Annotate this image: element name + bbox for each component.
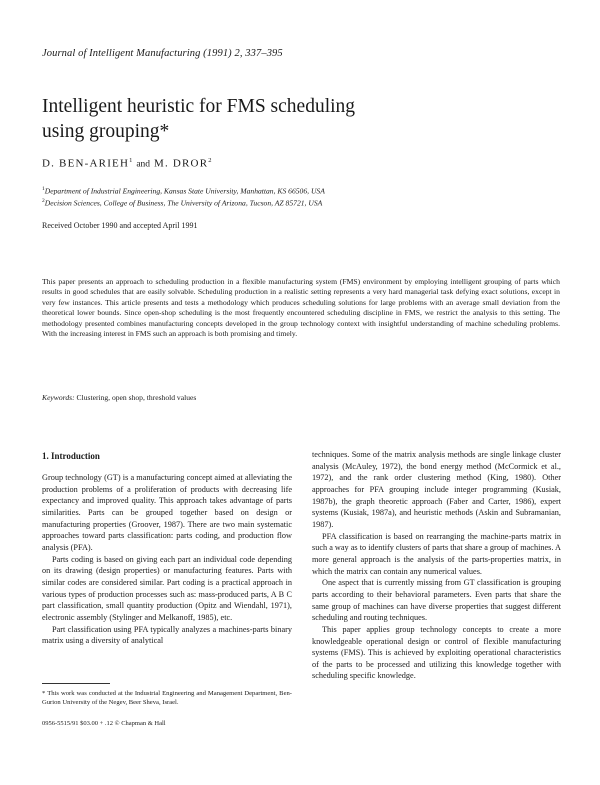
section-heading: 1. Introduction	[42, 451, 100, 461]
author-2: M. DROR	[154, 157, 209, 170]
copyright-line: 0956-5515/91 $03.00 + .12 © Chapman & Hall	[42, 720, 166, 727]
title-line-2: using grouping*	[42, 121, 170, 142]
affiliation-2-sup: 2	[42, 198, 45, 204]
affiliation-1	[42, 184, 562, 197]
footnote-rule	[42, 683, 110, 684]
abstract: This paper presents an approach to scheduling production in a flexible manufacturing system (FMS) environment by employing intelligent grouping of parts which results in good schedules that are easily solvable. Scheduling production in a realistic setting represents a very hard managerial task defying exact solutions, except in very few instances. This article presents and tests a methodology which produces scheduling solutions for large problems with an average small deviation from the theoretical lower bounds. Since open-shop scheduling is the most frequently encountered scheduling discipline in FMS, we restrict the analysis to this setting. The methodology presented combines manufacturing concepts developed in the group technology context with insightful understanding of machine scheduling problems. With the increasing interest in FMS such an approach is both promising and timely.	[42, 277, 560, 339]
received-date: Received October 1990 and accepted April 1991	[42, 221, 198, 230]
author-list	[42, 157, 212, 170]
affiliation-1-sup: 1	[42, 186, 45, 192]
paper-title	[42, 94, 562, 144]
right-column	[312, 449, 561, 682]
keywords-label: Keywords:	[42, 393, 75, 402]
right-paragraph-4: This paper applies group technology concepts to create a more knowledgeable operational design or control of flexible manufacturing systems (FMS). This is achieved by exploiting operational characteristics of the parts to be processed and utilizing this knowledge together with scheduling specific knowledge.	[312, 624, 561, 681]
affiliation-1-text: Department of Industrial Engineering, Kansas State University, Manhattan, KS 66506, USA	[44, 186, 325, 196]
keywords	[42, 393, 196, 402]
author-1-sup: 1	[129, 157, 133, 164]
left-paragraph-1: Group technology (GT) is a manufacturing concept aimed at alleviating the production problems of a proliferation of products with decreasing life expectancy and improved quality. This approach takes advantage of parts similarities. Parts can be grouped together based on design or manufacturing properties (Groover, 1987). There are two main systematic approaches toward parts classification: parts coding, and production flow analysis (PFA).	[42, 473, 292, 552]
affiliation-2	[42, 196, 562, 209]
right-paragraph-2: PFA classification is based on rearranging the machine-parts matrix in such a way as to identify clusters of parts that share a group of machines. A more general approach is the analysis of the parts-properties matrix, in which the matrix can contain any numerical values.	[312, 531, 561, 576]
footnote: * This work was conducted at the Industrial Engineering and Management Department, Ben-Gurion University of the Negev, Beer Sheva, Israel.	[42, 690, 292, 706]
left-column	[42, 472, 292, 647]
left-paragraph-2: Parts coding is based on giving each part an individual code depending on its drawing (design properties) or manufacturing features. Parts with similar codes are considered similar. Part coding is a practical approach in various types of production processes such as: mass-produced parts, A B C part classification, small quantity production (Opitz and Wiendahl, 1971), electronic assembly (Stylinger and Melkanoff, 1985), etc.	[42, 554, 292, 622]
keywords-text: Clustering, open shop, threshold values	[76, 393, 197, 402]
author-1: D. BEN-ARIEH	[42, 157, 130, 170]
title-line-1: Intelligent heuristic for FMS scheduling	[42, 96, 356, 117]
journal-header: Journal of Intelligent Manufacturing (1991) 2, 337–395	[42, 48, 283, 59]
right-paragraph-1: techniques. Some of the matrix analysis methods are single linkage cluster analysis (McAuley, 1972), the bond energy method (McCormick et al., 1972), and the rank order clustering method (King, 1980). Other approaches for PFA grouping include integer programming (Kusiak, 1987b), the graph theoretic approach (Faber and Carter, 1986), expert systems (Kusiak, 1987a), and heuristic methods (Askin and Subramanian, 1987).	[312, 450, 561, 529]
right-paragraph-3: One aspect that is currently missing from GT classification is grouping parts according to their behavioral parameters. Even parts that share the same group of machines can have diverse properties that suggest different scheduling and routing techniques.	[312, 578, 561, 623]
author-2-sup: 2	[208, 157, 212, 164]
left-paragraph-3: Part classification using PFA typically analyzes a machines-parts binary matrix using a diversity of analytical	[42, 624, 292, 646]
author-conjunction: and	[136, 159, 151, 170]
affiliation-2-text: Decision Sciences, College of Business, The University of Arizona, Tucson, AZ 85721, USA	[44, 198, 323, 208]
